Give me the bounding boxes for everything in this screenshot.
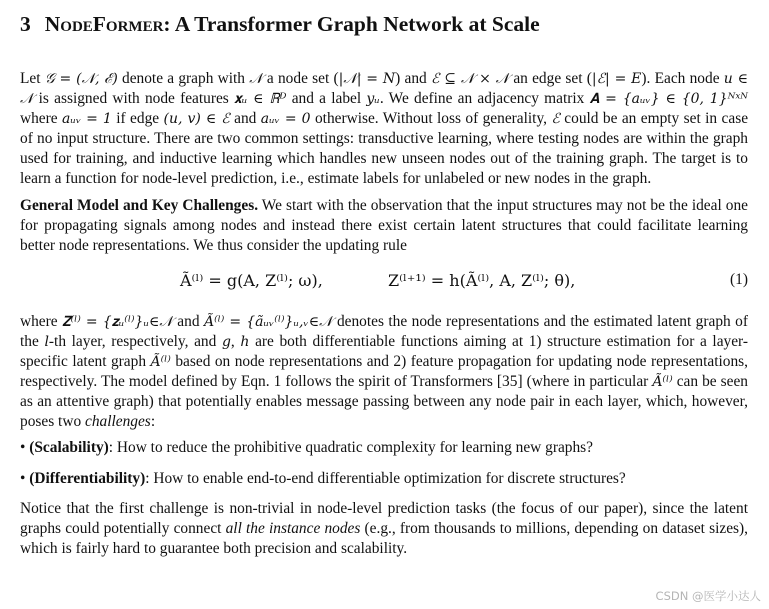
text: ) and [395, 70, 431, 87]
text: denotes the node representations and the estimated latent graph of the [20, 312, 748, 350]
text: and [229, 110, 261, 128]
math-latent-graph-3: Ã⁽ˡ⁾ [652, 374, 673, 391]
paper-page [20, 10, 748, 565]
math-latent-graph-2: Ã⁽ˡ⁾ [150, 354, 171, 371]
math-edge-set-2: ℰ [551, 111, 560, 128]
text: an edge set ( [509, 70, 592, 87]
text: could be an empty set in case of no input structure. There are two common settings: transductive learning, where testing nodes are within the graph used for training, and inductive learning which handles new unseen nodes out of the training graph. The target is to learn a function for node-level prediction, i.e., estimate labels for unlabeled or new nodes in the graph. [20, 110, 749, 188]
math-node-representations: 𝐙⁽ˡ⁾ = {𝐳ᵤ⁽ˡ⁾}ᵤ∈𝒩 [62, 313, 173, 330]
text: : [150, 413, 156, 431]
csdn-watermark: CSDN @医学小达人 [655, 589, 761, 603]
text: . We define an adjacency matrix [379, 90, 590, 108]
section-title-rest: : A Transformer Graph Network at Scale [163, 12, 540, 36]
math-layer: l [44, 333, 49, 350]
math-label: yᵤ [366, 91, 380, 108]
bullet-differentiability [20, 469, 748, 489]
bullet-scalability [20, 438, 748, 458]
math-edge-count: |ℰ| = E [591, 71, 642, 87]
math-node-count: |𝒩| = N [338, 71, 396, 87]
bullet-mark: • [20, 439, 26, 457]
text: based on node representations and 2) feature propagation for updating node representations, respectively. The model defined by Eqn. 1 follows the spirit of Transformers [35] (where in particular [20, 353, 748, 391]
math-features: 𝐱ᵤ ∈ ℝᴰ [234, 91, 287, 108]
text: We start with the observation that the input structures may not be the ideal one for propagating signals among nodes and instead there exist certain latent structures that could facilitate learning better node representations. We thus consider the updating rule [20, 196, 748, 254]
paragraph-general-model [20, 196, 748, 256]
equation-1 [20, 262, 748, 304]
text: is assigned with node features [33, 90, 235, 108]
paragraph-notice [20, 499, 748, 559]
text: Notice that the first challenge is non-trivial in node-level prediction tasks (the focus of our paper), since the latent graphs could potentially connect [20, 499, 748, 537]
text: and a label [286, 90, 367, 108]
text: if edge [111, 110, 164, 128]
equation-feature-propagation: Z⁽ˡ⁺¹⁾ = h(Ã⁽ˡ⁾, A, Z⁽ˡ⁾; θ), [388, 270, 576, 290]
math-latent-graph: Ã⁽ˡ⁾ = {ãᵤᵥ⁽ˡ⁾}ᵤ,ᵥ∈𝒩 [203, 313, 333, 330]
math-edge-set: ℰ ⊆ 𝒩 × 𝒩 [430, 71, 510, 87]
paragraph-model-description [20, 312, 748, 433]
text: are both differentiable functions aiming at 1) structure estimation for a layer-specific latent graph [20, 332, 749, 371]
math-edge: (u, v) ∈ ℰ [163, 111, 230, 128]
emphasis: challenges [84, 413, 151, 431]
emphasis: all the instance nodes [225, 519, 361, 537]
text: otherwise. Without loss of generality, [310, 110, 552, 128]
text: ). Each node [641, 70, 724, 87]
section-number: 3 [20, 12, 31, 36]
text: (e.g., from thousands to millions, depending on dataset sizes), which is fairly hard to guarantee both precision and scalability. [20, 519, 748, 557]
text: and [172, 312, 204, 330]
math-h: h [240, 333, 250, 350]
bullet-text: : How to enable end-to-end differentiable optimization for discrete structures? [145, 469, 626, 487]
text: where [20, 312, 63, 330]
bullet-label: (Scalability) [29, 439, 109, 457]
text: a node set ( [262, 70, 339, 87]
paragraph-problem-setup [20, 69, 748, 190]
math-node: u ∈ 𝒩 [20, 71, 749, 108]
text: can be seen as an attentive graph) that potentially enables message passing between any node pair in each layer, which, however, poses two [20, 373, 748, 431]
text: , [230, 332, 241, 350]
equation-number: (1) [730, 270, 748, 288]
equation-structure-estimation: Ã⁽ˡ⁾ = g(A, Z⁽ˡ⁾; ω), [180, 270, 323, 290]
math-edge-one: aᵤᵥ = 1 [62, 111, 112, 128]
text: -th layer, respectively, and [48, 332, 222, 350]
text: denote a graph with [117, 70, 250, 87]
bullet-mark: • [20, 469, 26, 487]
bullet-label: (Differentiability) [29, 469, 146, 487]
math-edge-zero: aᵤᵥ = 0 [260, 111, 311, 128]
section-title [20, 10, 748, 38]
math-g: g [221, 333, 231, 350]
math-node-set: 𝒩 [249, 71, 263, 87]
model-name: NodeFormer [44, 12, 164, 36]
math-graph: 𝒢 = (𝒩, ℰ) [44, 71, 118, 87]
math-adjacency: 𝐀 = {aᵤᵥ} ∈ {0, 1}ᴺˣᴺ [589, 91, 748, 108]
text: where [20, 110, 63, 128]
text: Let [20, 70, 45, 87]
bullet-text: : How to reduce the prohibitive quadratic complexity for learning new graphs? [108, 439, 594, 457]
paragraph-heading: General Model and Key Challenges. [20, 196, 259, 214]
